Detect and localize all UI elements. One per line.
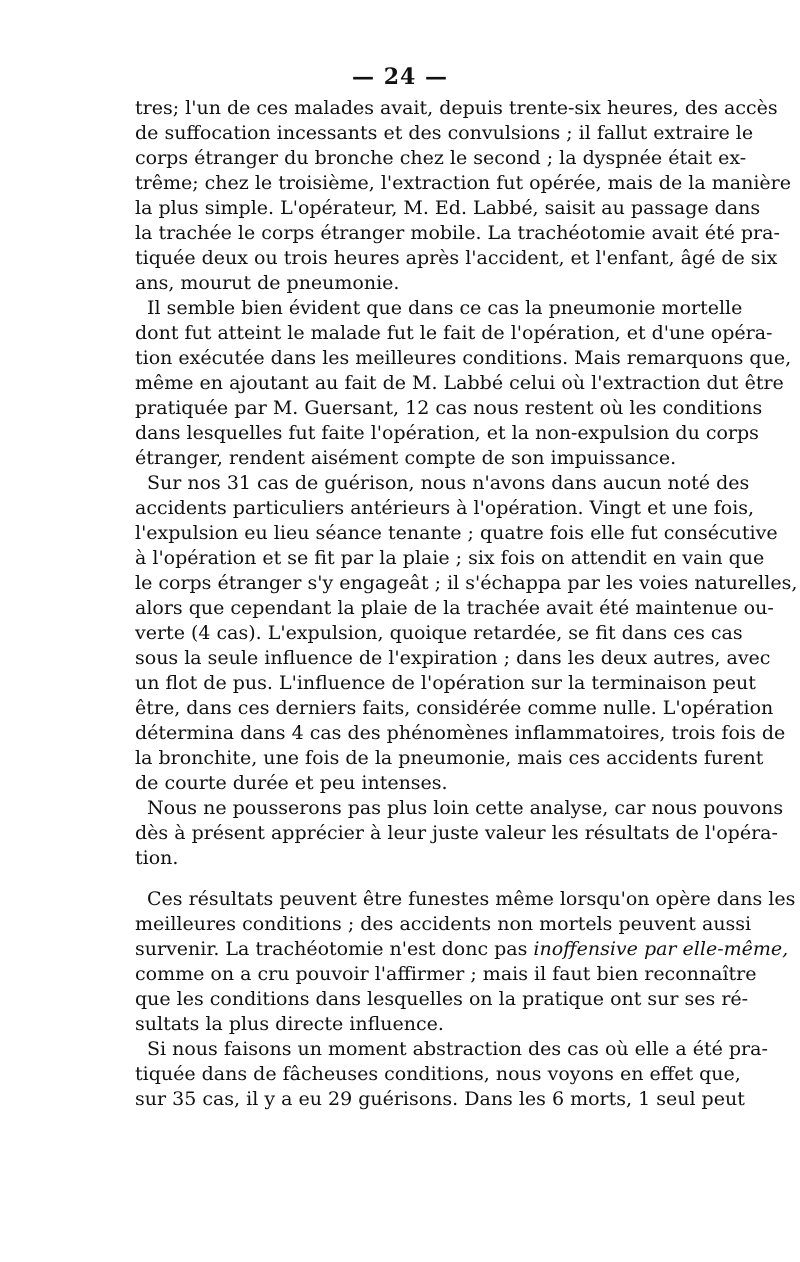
- text-line: alors que cependant la plaie de la trachée avait été maintenue ou-: [135, 597, 774, 619]
- italic-phrase: inoffensive par elle-même,: [533, 938, 789, 960]
- text-line: détermina dans 4 cas des phénomènes inflammatoires, trois fois de: [135, 722, 786, 744]
- text-line: tiquée deux ou trois heures après l'accident, et l'enfant, âgé de six: [135, 247, 778, 269]
- page-number: — 24 —: [352, 64, 448, 90]
- text-line: Il semble bien évident que dans ce cas la pneumonie mortelle: [147, 297, 743, 319]
- text-line: la bronchite, une fois de la pneumonie, mais ces accidents furent: [135, 747, 764, 769]
- text-line: le corps étranger s'y engageât ; il s'échappa par les voies naturelles,: [135, 572, 798, 594]
- text-line: trême; chez le troisième, l'extraction fut opérée, mais de la manière: [135, 172, 791, 194]
- text-line: la trachée le corps étranger mobile. La trachéotomie avait été pra-: [135, 222, 780, 244]
- text-line: comme on a cru pouvoir l'affirmer ; mais il faut bien reconnaître: [135, 963, 757, 985]
- text-line: tres; l'un de ces malades avait, depuis trente-six heures, des accès: [135, 97, 778, 119]
- text-line: Nous ne pousserons pas plus loin cette analyse, car nous pouvons: [147, 797, 784, 819]
- body-text: [135, 96, 798, 1112]
- text-line: sultats la plus directe influence.: [135, 1013, 444, 1035]
- text-fragment: survenir. La trachéotomie n'est donc pas: [135, 938, 534, 960]
- text-line: accidents particuliers antérieurs à l'opération. Vingt et une fois,: [135, 497, 755, 519]
- text-line: un flot de pus. L'influence de l'opération sur la terminaison peut: [135, 672, 756, 694]
- text-line: dans lesquelles fut faite l'opération, et la non-expulsion du corps: [135, 422, 759, 444]
- text-line-with-italic: [135, 937, 789, 962]
- text-line: Sur nos 31 cas de guérison, nous n'avons dans aucun noté des: [147, 472, 750, 494]
- paragraph-3: [135, 471, 798, 796]
- text-line: étranger, rendent aisément compte de son impuissance.: [135, 447, 677, 469]
- text-line: être, dans ces derniers faits, considérée comme nulle. L'opération: [135, 697, 774, 719]
- paragraph-5: [135, 887, 796, 1037]
- text-line: pratiquée par M. Guersant, 12 cas nous restent où les conditions: [135, 397, 763, 419]
- text-line: que les conditions dans lesquelles on la pratique ont sur ses ré-: [135, 988, 749, 1010]
- text-line: meilleures conditions ; des accidents non mortels peuvent aussi: [135, 913, 752, 935]
- paragraph-4: [135, 796, 784, 871]
- text-line: même en ajoutant au fait de M. Labbé celui où l'extraction dut être: [135, 372, 784, 394]
- text-line: de suffocation incessants et des convulsions ; il fallut extraire le: [135, 122, 754, 144]
- text-line: ans, mourut de pneumonie.: [135, 272, 400, 294]
- text-line: sur 35 cas, il y a eu 29 guérisons. Dans les 6 morts, 1 seul peut: [135, 1088, 745, 1110]
- text-line: à l'opération et se fit par la plaie ; six fois on attendit en vain que: [135, 547, 765, 569]
- text-line: tion exécutée dans les meilleures conditions. Mais remarquons que,: [135, 347, 792, 369]
- text-line: l'expulsion eu lieu séance tenante ; quatre fois elle fut consécutive: [135, 522, 778, 544]
- text-line: tiquée dans de fâcheuses conditions, nous voyons en effet que,: [135, 1063, 741, 1085]
- text-line: dont fut atteint le malade fut le fait de l'opération, et d'une opéra-: [135, 322, 773, 344]
- paragraph-6: [135, 1037, 768, 1112]
- paragraph-gap: [135, 871, 675, 887]
- text-line: sous la seule influence de l'expiration ; dans les deux autres, avec: [135, 647, 771, 669]
- text-line: dès à présent apprécier à leur juste valeur les résultats de l'opéra-: [135, 822, 778, 844]
- text-line: tion.: [135, 847, 179, 869]
- text-line: de courte durée et peu intenses.: [135, 772, 448, 794]
- text-line: Ces résultats peuvent être funestes même lorsqu'on opère dans les: [147, 888, 796, 910]
- text-line: la plus simple. L'opérateur, M. Ed. Labbé, saisit au passage dans: [135, 197, 761, 219]
- paragraph-2: [135, 296, 792, 471]
- text-line: Si nous faisons un moment abstraction des cas où elle a été pra-: [147, 1038, 768, 1060]
- text-line: corps étranger du bronche chez le second ; la dyspnée était ex-: [135, 147, 747, 169]
- paragraph-1: [135, 96, 791, 296]
- text-line: verte (4 cas). L'expulsion, quoique retardée, se fit dans ces cas: [135, 622, 743, 644]
